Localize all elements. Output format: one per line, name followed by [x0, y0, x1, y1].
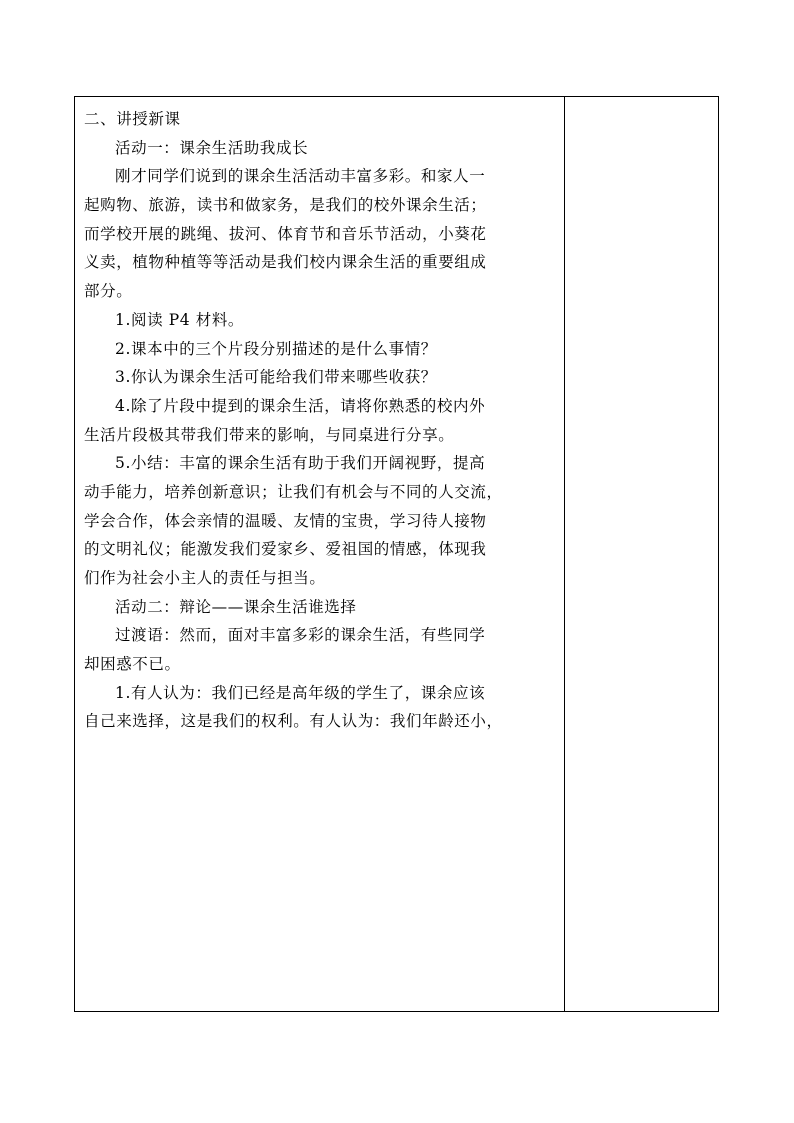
lesson-content-cell — [75, 97, 565, 1011]
task-item-2: 2.课本中的三个片段分别描述的是什么事情？ — [115, 339, 437, 358]
lesson-plan-table — [74, 96, 719, 1012]
summary-item-5: 5.小结：丰富的课余生活有助于我们开阔视野，提高 — [115, 454, 486, 473]
transition-line: 过渡语：然而，面对丰富多彩的课余生活，有些同学 — [115, 626, 486, 645]
debate-item-1: 1.有人认为：我们已经是高年级的学生了，课余应该 — [115, 683, 486, 702]
paragraph-line: 部分。 — [84, 282, 133, 301]
paragraph-line: 却困惑不已。 — [84, 655, 181, 674]
activity-one-title: 活动一：课余生活助我成长 — [115, 138, 309, 157]
paragraph-line: 学会合作，体会亲情的温暖、友情的宝贵，学习待人接物 — [84, 511, 487, 530]
task-item-4: 4.除了片段中提到的课余生活，请将你熟悉的校内外 — [115, 396, 486, 415]
section-heading: 二、讲授新课 — [84, 110, 181, 128]
paragraph-line: 自己来选择，这是我们的权利。有人认为：我们年龄还小， — [84, 712, 503, 731]
activity-two-title: 活动二：辩论——课余生活谁选择 — [115, 597, 357, 616]
paragraph-line: 义卖，植物种植等等活动是我们校内课余生活的重要组成 — [84, 253, 487, 272]
paragraph-line: 生活片段极其带我们带来的影响，与同桌进行分享。 — [84, 425, 455, 444]
paragraph-line: 而学校开展的跳绳、拔河、体育节和音乐节活动，小葵花 — [84, 224, 487, 243]
paragraph-line: 起购物、旅游，读书和做家务，是我们的校外课余生活； — [84, 196, 487, 215]
notes-cell — [565, 97, 718, 1011]
paragraph-line: 动手能力，培养创新意识；让我们有机会与不同的人交流， — [84, 482, 503, 501]
paragraph-line: 们作为社会小主人的责任与担当。 — [84, 569, 326, 587]
task-item-3: 3.你认为课余生活可能给我们带来哪些收获？ — [115, 368, 437, 387]
paragraph-line: 的文明礼仪；能激发我们爱家乡、爱祖国的情感，体现我 — [84, 540, 487, 559]
task-item-1: 1.阅读 P4 材料。 — [115, 310, 245, 329]
paragraph-line: 刚才同学们说到的课余生活活动丰富多彩。和家人一 — [115, 167, 486, 186]
